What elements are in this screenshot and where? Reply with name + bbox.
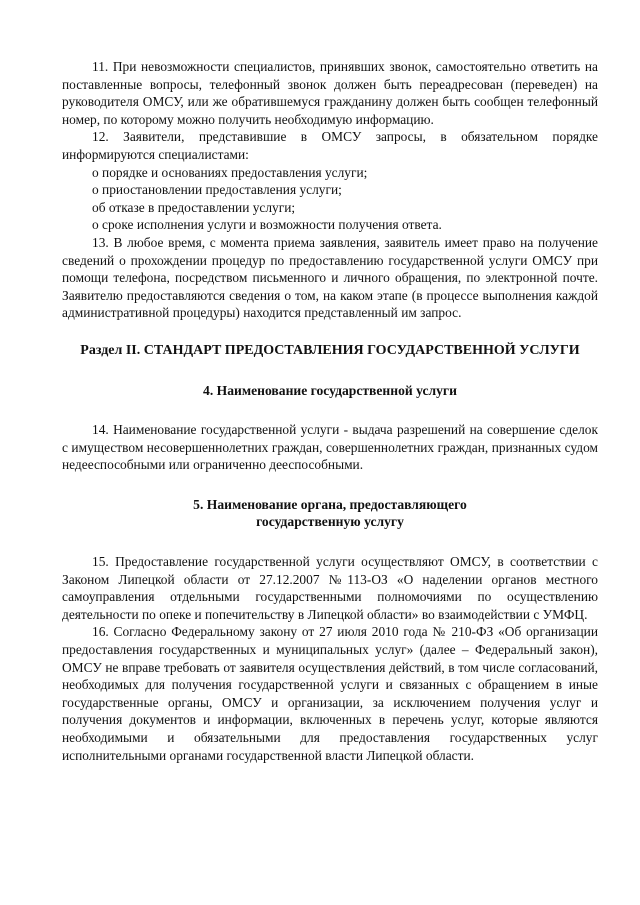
paragraph-12: 12. Заявители, представившие в ОМСУ запросы, в обязательном порядке информируются специалистами: (62, 129, 598, 162)
document-page (62, 58, 598, 764)
subsection-title-4-text: 4. Наименование государственной услуги (203, 382, 457, 398)
paragraph-14: 14. Наименование государственной услуги - выдача разрешений на совершение сделок с имуществом несовершеннолетних граждан, совершеннолетних граждан, признанных судом недееспособными или ограниченно дееспособными. (62, 422, 598, 473)
subsection-title-5 (62, 496, 598, 531)
paragraph-15: 15. Предоставление государственной услуги осуществляют ОМСУ, в соответствии с Законом Липецкой области от 27.12.2007 №113-ОЗ «О наделении органов местного самоуправления отдельными государственными полномочиями по осуществлению деятельности по опеке и попечительству в Липецкой области» во взаимодействии с УМФЦ. (62, 554, 598, 622)
list-item: о приостановлении предоставления услуги; (92, 182, 342, 198)
paragraph-16: 16. Согласно Федеральному закону от 27 июля 2010 года № 210-ФЗ «Об организации предоставления государственных и муниципальных услуг» (далее – Федеральный закон), ОМСУ не вправе требовать от заявителя осуществления действий, в том числе согласований, необходимых для получения государственной услуги и связанных с обращением в иные государственные органы, ОМСУ и организации, за исключением получения услуг и получения документов и информации, включенных в перечень услуг, которые являются необходимыми и обязательными для предоставления государственных услуг исполнительными органами государственной власти Липецкой области. (62, 624, 598, 763)
list-item: о порядке и основаниях предоставления услуги; (92, 164, 368, 180)
subsection-title-4 (62, 382, 598, 400)
paragraph-11: 11. При невозможности специалистов, принявших звонок, самостоятельно ответить на поставленные вопросы, телефонный звонок должен быть переадресован (переведен) на руководителя ОМСУ, или же обратившемуся гражданину должен быть сообщен телефонный номер, по которому можно получить необходимую информацию. (62, 59, 598, 127)
list-item: о сроке исполнения услуги и возможности получения ответа. (92, 217, 442, 233)
section-title: Раздел II. СТАНДАРТ ПРЕДОСТАВЛЕНИЯ ГОСУДАРСТВЕННОЙ УСЛУГИ (80, 342, 580, 358)
subsection-title-5-line2: государственную услугу (256, 514, 404, 530)
subsection-title-5-line1: 5. Наименование органа, предоставляющего (193, 496, 467, 512)
list-item: об отказе в предоставлении услуги; (92, 199, 296, 215)
paragraph-13: 13. В любое время, с момента приема заявления, заявитель имеет право на получение сведений о прохождении процедур по предоставлению государственной услуги ОМСУ при помощи телефона, посредством письменного и личного обращения, по электронной почте. Заявителю предоставляются сведения о том, на каком этапе (в процессе выполнения каждой административной процедуры) находится представленный им запрос. (62, 234, 598, 321)
